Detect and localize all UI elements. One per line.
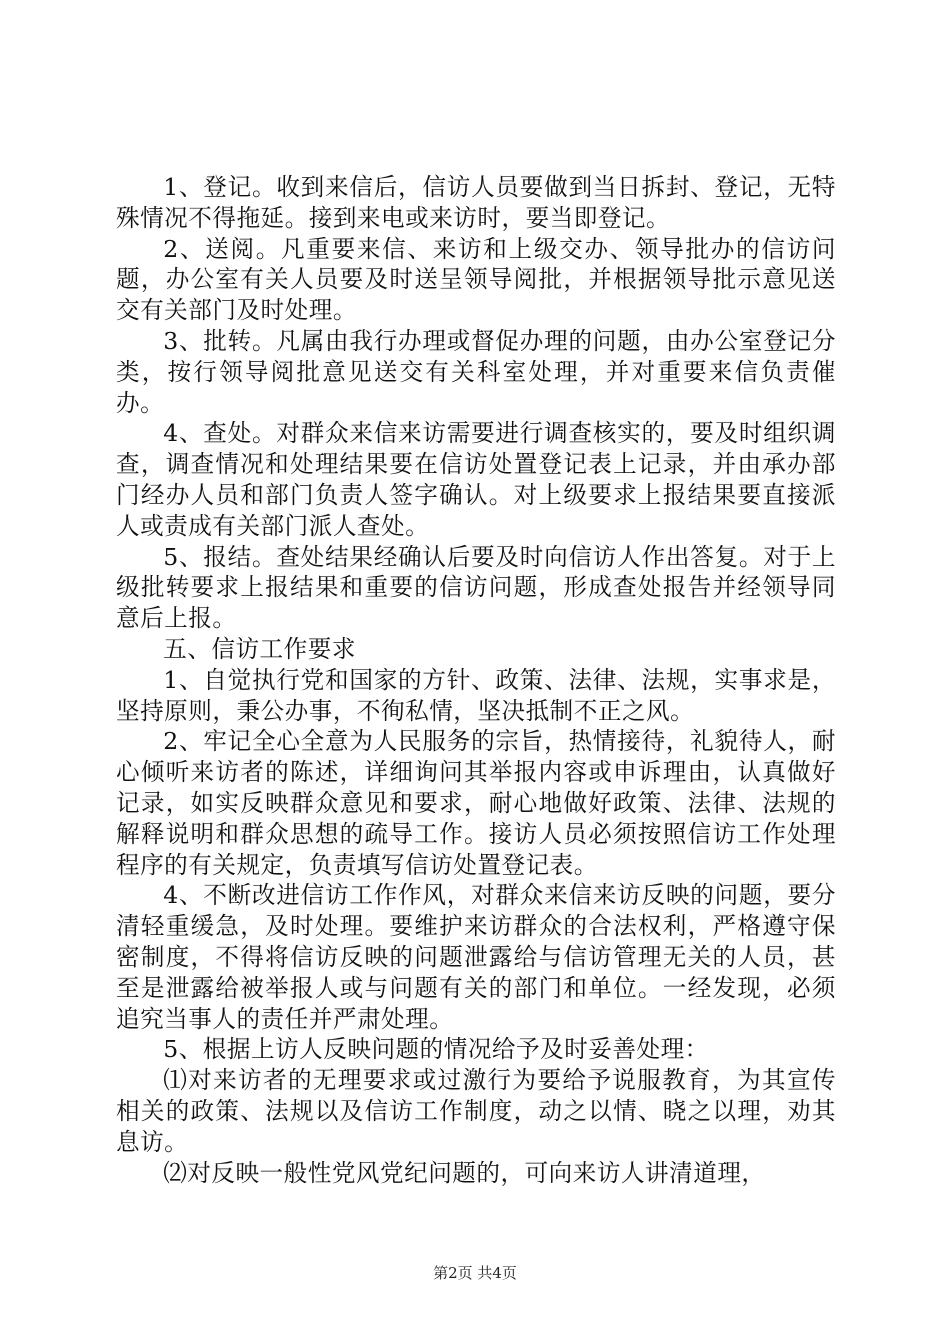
paragraph-subitem-1: ⑴对来访者的无理要求或过激行为要给予说服教育，为其宣传相关的政策、法规以及信访工作制度，动之以情、晓之以理，劝其息访。 bbox=[116, 1066, 836, 1156]
section-heading-requirements: 五、信访工作要求 bbox=[163, 634, 356, 663]
page-footer: 第2页 共4页 bbox=[433, 1264, 517, 1282]
paragraph-requirement-4: 4、不断改进信访工作作风，对群众来信来访反映的问题，要分清轻重缓急，及时处理。要维护来访群众的合法权利，严格遵守保密制度，不得将信访反映的问题泄露给与信访管理无关的人员，甚至是泄露给被举报人或与问题有关的部门和单位。一经发现，必须追究当事人的责任并严肃处理。 bbox=[116, 881, 836, 1033]
paragraph-requirement-1: 1、自觉执行党和国家的方针、政策、法律、法规，实事求是，坚持原则，秉公办事，不徇私情，坚决抵制不正之风。 bbox=[116, 665, 836, 725]
paragraph-review: 2、送阅。凡重要来信、来访和上级交办、领导批办的信访问题，办公室有关人员要及时送呈领导阅批，并根据领导批示意见送交有关部门及时处理。 bbox=[116, 234, 836, 325]
paragraph-requirement-2: 2、牢记全心全意为人民服务的宗旨，热情接待，礼貌待人，耐心倾听来访者的陈述，详细询问其举报内容或申诉理由，认真做好记录，如实反映群众意见和要求，耐心地做好政策、法律、法规的解释说明和群众思想的疏导工作。接访人员必须按照信访工作处理程序的有关规定，负责填写信访处置登记表。 bbox=[116, 727, 836, 879]
paragraph-investigate: 4、查处。对群众来信来访需要进行调查核实的，要及时组织调查，调查情况和处理结果要在信访处置登记表上记录，并由承办部门经办人员和部门负责人签字确认。对上级要求上报结果要直接派人或责成有关部门派人查处。 bbox=[116, 419, 836, 540]
paragraph-requirement-5: 5、根据上访人反映问题的情况给予及时妥善处理： bbox=[163, 1035, 709, 1064]
paragraph-transfer: 3、批转。凡属由我行办理或督促办理的问题，由办公室登记分类，按行领导阅批意见送交有关科室处理，并对重要来信负责催办。 bbox=[116, 326, 836, 417]
paragraph-conclude: 5、报结。查处结果经确认后要及时向信访人作出答复。对于上级批转要求上报结果和重要的信访问题，形成查处报告并经领导同意后上报。 bbox=[116, 542, 836, 633]
paragraph-register: 1、登记。收到来信后，信访人员要做到当日拆封、登记，无特殊情况不得拖延。接到来电或来访时，要当即登记。 bbox=[116, 173, 836, 232]
paragraph-subitem-2: ⑵对反映一般性党风党纪问题的，可向来访人讲清道理， bbox=[163, 1158, 766, 1187]
document-body bbox=[116, 172, 836, 1188]
